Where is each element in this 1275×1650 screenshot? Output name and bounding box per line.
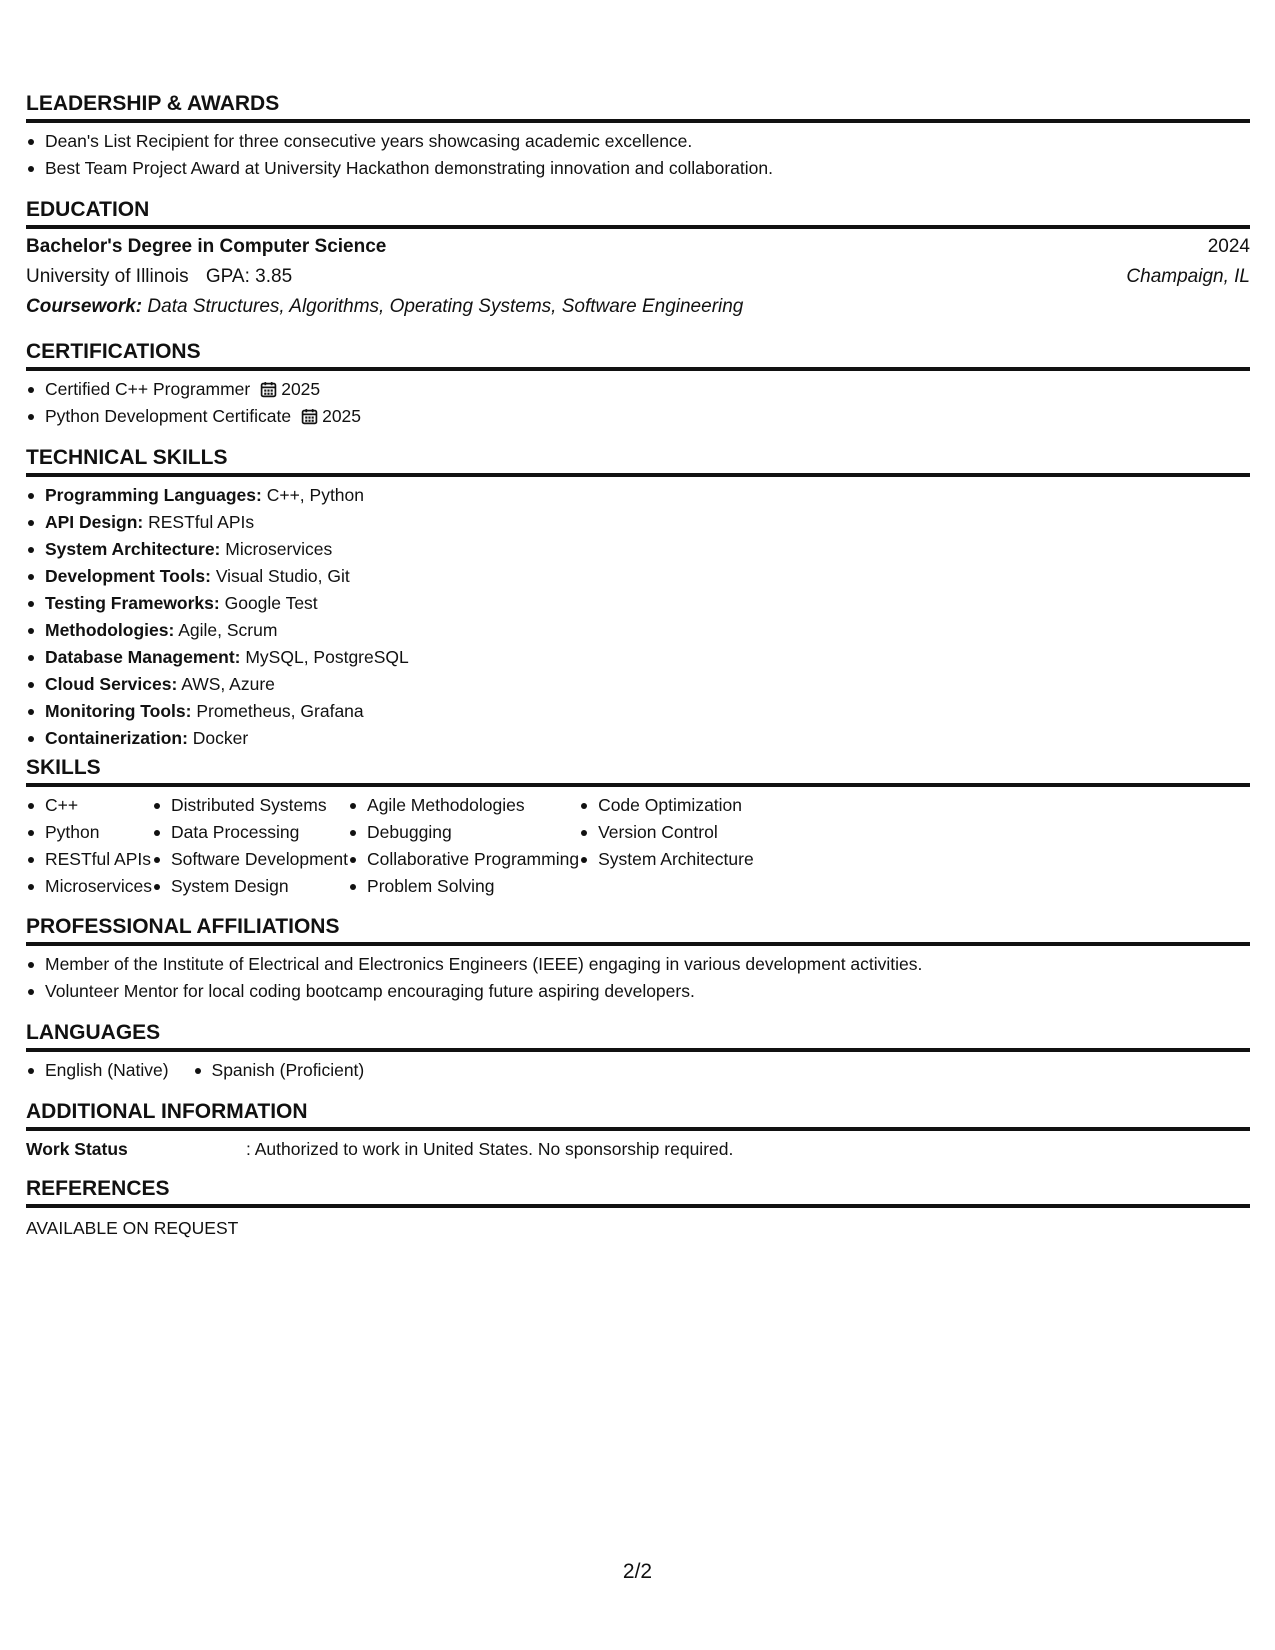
skill-category: Programming Languages: <box>45 485 262 505</box>
skill-values: MySQL, PostgreSQL <box>245 647 409 667</box>
coursework-row <box>26 292 1250 322</box>
list-item: Software Development <box>152 846 348 873</box>
skills-column <box>579 792 754 900</box>
degree-title: Bachelor's Degree in Computer Science <box>26 236 387 257</box>
languages-list <box>26 1057 169 1084</box>
certification-year: 2025 <box>281 379 321 399</box>
education-degree-row <box>26 232 1250 262</box>
affiliations-list <box>26 951 1250 1005</box>
skill-values: AWS, Azure <box>181 674 275 694</box>
skill-values: Agile, Scrum <box>178 620 278 640</box>
skill-category: Containerization: <box>45 728 188 748</box>
list-item: Data Processing <box>152 819 348 846</box>
skill-category: Testing Frameworks: <box>45 593 220 613</box>
leadership-list <box>26 128 1250 182</box>
list-item <box>26 671 1250 698</box>
list-item: Volunteer Mentor for local coding bootcamp encouraging future aspiring developers. <box>26 978 1250 1005</box>
gpa: GPA: 3.85 <box>205 266 293 287</box>
certifications-list <box>26 376 1250 430</box>
list-item <box>26 376 1250 403</box>
section-title: SKILLS <box>26 753 1250 787</box>
languages-row <box>26 1057 1250 1084</box>
calendar-icon <box>260 381 277 398</box>
skills-column <box>348 792 579 900</box>
list-item: RESTful APIs <box>26 846 152 873</box>
skill-category: System Architecture: <box>45 539 221 559</box>
affiliations-section <box>26 912 1250 1005</box>
list-item <box>26 644 1250 671</box>
list-item <box>26 617 1250 644</box>
skill-category: Development Tools: <box>45 566 211 586</box>
section-title: LEADERSHIP & AWARDS <box>26 89 1250 123</box>
references-text: AVAILABLE ON REQUEST <box>26 1218 239 1238</box>
skill-values: Docker <box>192 728 249 748</box>
list-item <box>26 563 1250 590</box>
skills-column <box>152 792 348 900</box>
list-item: C++ <box>26 792 152 819</box>
list-item: Agile Methodologies <box>348 792 579 819</box>
list-item: Spanish (Proficient) <box>193 1057 365 1084</box>
list-item: Version Control <box>579 819 754 846</box>
list-item <box>26 698 1250 725</box>
list-item <box>26 482 1250 509</box>
languages-list <box>193 1057 365 1084</box>
section-title: EDUCATION <box>26 195 1250 229</box>
references-section <box>26 1174 1250 1242</box>
school-name: University of Illinois <box>26 266 189 287</box>
languages-section <box>26 1018 1250 1084</box>
section-title: REFERENCES <box>26 1174 1250 1208</box>
skill-values: Google Test <box>224 593 318 613</box>
education-section <box>26 195 1250 322</box>
work-status-value: : Authorized to work in United States. No sponsorship required. <box>246 1139 734 1159</box>
list-item: Debugging <box>348 819 579 846</box>
section-title: LANGUAGES <box>26 1018 1250 1052</box>
list-item <box>26 590 1250 617</box>
list-item: Microservices <box>26 873 152 900</box>
skill-values: C++, Python <box>266 485 365 505</box>
coursework-list: Data Structures, Algorithms, Operating Systems, Software Engineering <box>147 296 744 317</box>
skill-category: Monitoring Tools: <box>45 701 192 721</box>
list-item: Code Optimization <box>579 792 754 819</box>
graduation-year: 2024 <box>1207 236 1250 257</box>
list-item <box>26 725 1250 752</box>
calendar-icon <box>301 408 318 425</box>
technical-skills-list <box>26 482 1250 752</box>
certifications-section <box>26 337 1250 430</box>
list-item: System Design <box>152 873 348 900</box>
section-title: PROFESSIONAL AFFILIATIONS <box>26 912 1250 946</box>
skill-category: Cloud Services: <box>45 674 178 694</box>
skill-category: Database Management: <box>45 647 241 667</box>
list-item: Python <box>26 819 152 846</box>
coursework-label: Coursework: <box>26 296 143 317</box>
skill-category: Methodologies: <box>45 620 175 640</box>
list-item <box>26 509 1250 536</box>
technical-skills-section <box>26 443 1250 752</box>
skill-category: API Design: <box>45 512 144 532</box>
work-status-row <box>26 1135 1250 1163</box>
list-item <box>26 536 1250 563</box>
leadership-section <box>26 89 1250 182</box>
list-item: Collaborative Programming <box>348 846 579 873</box>
list-item: Dean's List Recipient for three consecutive years showcasing academic excellence. <box>26 128 1250 155</box>
list-item <box>26 403 1250 430</box>
work-status-label: Work Status <box>26 1139 128 1159</box>
list-item: Member of the Institute of Electrical and Electronics Engineers (IEEE) engaging in various development activities. <box>26 951 1250 978</box>
skills-column <box>26 792 152 900</box>
list-item: English (Native) <box>26 1057 169 1084</box>
section-title: CERTIFICATIONS <box>26 337 1250 371</box>
list-item: Distributed Systems <box>152 792 348 819</box>
skills-section <box>26 753 1250 900</box>
skill-values: Microservices <box>225 539 333 559</box>
list-item: System Architecture <box>579 846 754 873</box>
skill-values: RESTful APIs <box>148 512 255 532</box>
skill-values: Prometheus, Grafana <box>196 701 364 721</box>
certification-name: Certified C++ Programmer <box>45 379 251 399</box>
section-title: TECHNICAL SKILLS <box>26 443 1250 477</box>
school-location: Champaign, IL <box>1126 266 1250 287</box>
resume-page <box>26 0 1250 1650</box>
certification-year: 2025 <box>322 406 362 426</box>
certification-name: Python Development Certificate <box>45 406 292 426</box>
additional-info-section <box>26 1097 1250 1163</box>
section-title: ADDITIONAL INFORMATION <box>26 1097 1250 1131</box>
list-item: Best Team Project Award at University Hackathon demonstrating innovation and collaboration. <box>26 155 1250 182</box>
skill-values: Visual Studio, Git <box>215 566 350 586</box>
page-number: 2/2 <box>622 1560 653 1583</box>
education-school-row <box>26 262 1250 292</box>
list-item: Problem Solving <box>348 873 579 900</box>
skills-columns <box>26 792 1250 900</box>
